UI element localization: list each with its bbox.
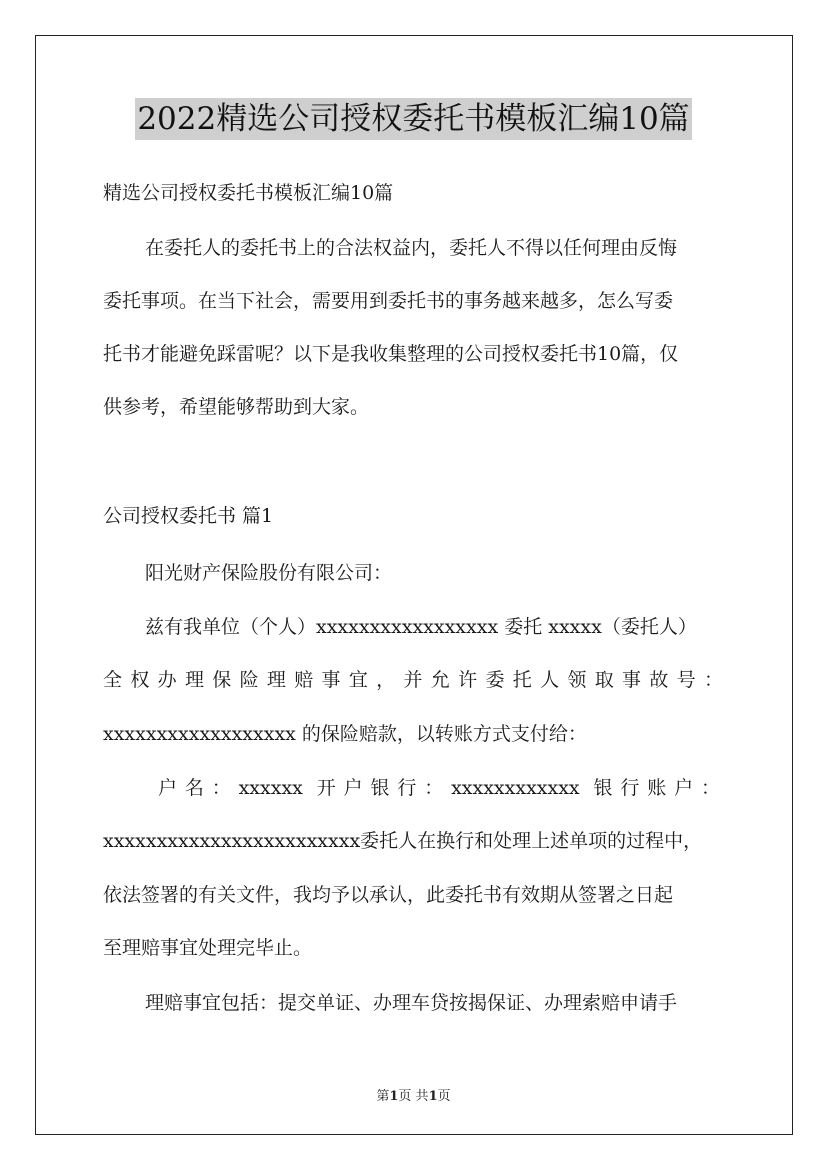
- subtitle: 精选公司授权委托书模板汇编10篇: [103, 182, 394, 204]
- intro-line: 委托事项。在当下社会，需要用到委托书的事务越来越多，怎么写委: [103, 290, 674, 312]
- body-line: xxxxxxxxxxxxxxxxxx 的保险赔款，以转账方式支付给：: [103, 723, 587, 745]
- footer-page-number: 1: [389, 1089, 399, 1104]
- document-title: 2022精选公司授权委托书模板汇编10篇: [135, 98, 691, 140]
- body-line: 兹有我单位（个人）xxxxxxxxxxxxxxxxx 委托 xxxxx（委托人）: [145, 616, 697, 638]
- footer-page-total: 1: [428, 1089, 438, 1104]
- body-line: [158, 775, 720, 801]
- intro-line: 供参考，希望能够帮助到大家。: [103, 396, 370, 418]
- footer-prefix: 第: [376, 1089, 390, 1104]
- title-container: [0, 98, 827, 140]
- body-line-text: 户名：xxxxxx 开户银行：xxxxxxxxxxxx 银行账户：: [158, 777, 720, 799]
- body-line: 依法签署的有关文件，我均予以承认，此委托书有效期从签署之日起: [103, 884, 674, 906]
- footer-mid: 页 共: [398, 1089, 429, 1104]
- footer-suffix: 页: [437, 1089, 451, 1104]
- page-footer: [0, 1085, 827, 1104]
- body-line: 理赔事宜包括：提交单证、办理车贷按揭保证、办理索赔申请手: [145, 992, 678, 1014]
- body-line: xxxxxxxxxxxxxxxxxxxxxxxx委托人在换行和处理上述单项的过程中，: [103, 830, 703, 852]
- body-line: 至理赔事宜处理完毕止。: [103, 937, 313, 959]
- body-line: [103, 667, 723, 693]
- addressee: 阳光财产保险股份有限公司：: [145, 562, 393, 584]
- section-heading: 公司授权委托书 篇1: [103, 505, 274, 527]
- intro-line: 在委托人的委托书上的合法权益内，委托人不得以任何理由反悔: [145, 237, 678, 259]
- intro-line: 托书才能避免踩雷呢？以下是我收集整理的公司授权委托书10篇，仅: [103, 343, 679, 365]
- body-line-text: 全权办理保险理赔事宜，并允许委托人领取事故号：: [103, 669, 723, 691]
